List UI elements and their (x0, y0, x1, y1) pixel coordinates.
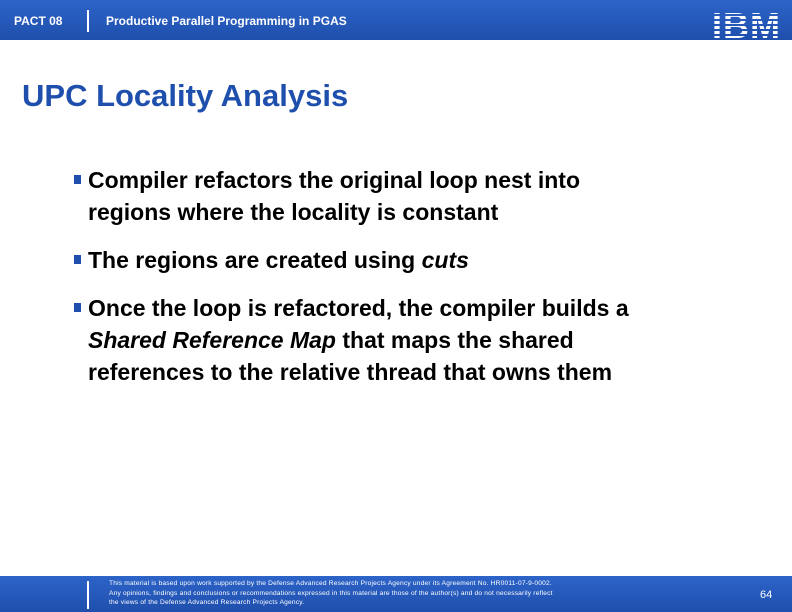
ibm-logo: IBM (712, 5, 781, 46)
conference-label: PACT 08 (14, 14, 63, 28)
bullet-text: The regions are created using (88, 247, 422, 273)
bullet-list (74, 164, 764, 404)
footer-bar (0, 576, 792, 612)
bullet-text: that maps the shared (335, 327, 574, 353)
bullet-text: regions where the locality is constant (88, 199, 499, 225)
course-title: Productive Parallel Programming in PGAS (106, 14, 347, 28)
bullet-text: Once the loop is refactored, the compiler builds a (88, 295, 629, 321)
bullet-item (74, 244, 764, 276)
bullet-italic-term: cuts (421, 247, 469, 273)
bullet-item (74, 292, 764, 388)
bullet-item (74, 164, 764, 228)
bullet-square-icon (74, 303, 81, 312)
disclaimer-line: the views of the Defense Advanced Research Projects Agency. (109, 599, 305, 607)
disclaimer-line: This material is based upon work supported by the Defense Advanced Research Projects Agency under its Agreement No. HR0011-07-9-0002. (109, 580, 552, 587)
footer-divider (87, 581, 89, 609)
header-divider (87, 10, 89, 32)
bullet-text: references to the relative thread that owns them (88, 359, 613, 385)
bullet-italic-term: Shared Reference Map (88, 327, 336, 353)
funding-disclaimer (109, 579, 629, 608)
slide-title: UPC Locality Analysis (22, 78, 349, 113)
bullet-square-icon (74, 175, 81, 184)
disclaimer-line: Any opinions, findings and conclusions or recommendations expressed in this material are those of the author(s) and do not necessarily reflect (109, 589, 553, 597)
bullet-square-icon (74, 255, 81, 264)
bullet-text: Compiler refactors the original loop nest into (88, 167, 580, 193)
header-bar (0, 0, 792, 46)
page-number: 64 (760, 589, 773, 601)
